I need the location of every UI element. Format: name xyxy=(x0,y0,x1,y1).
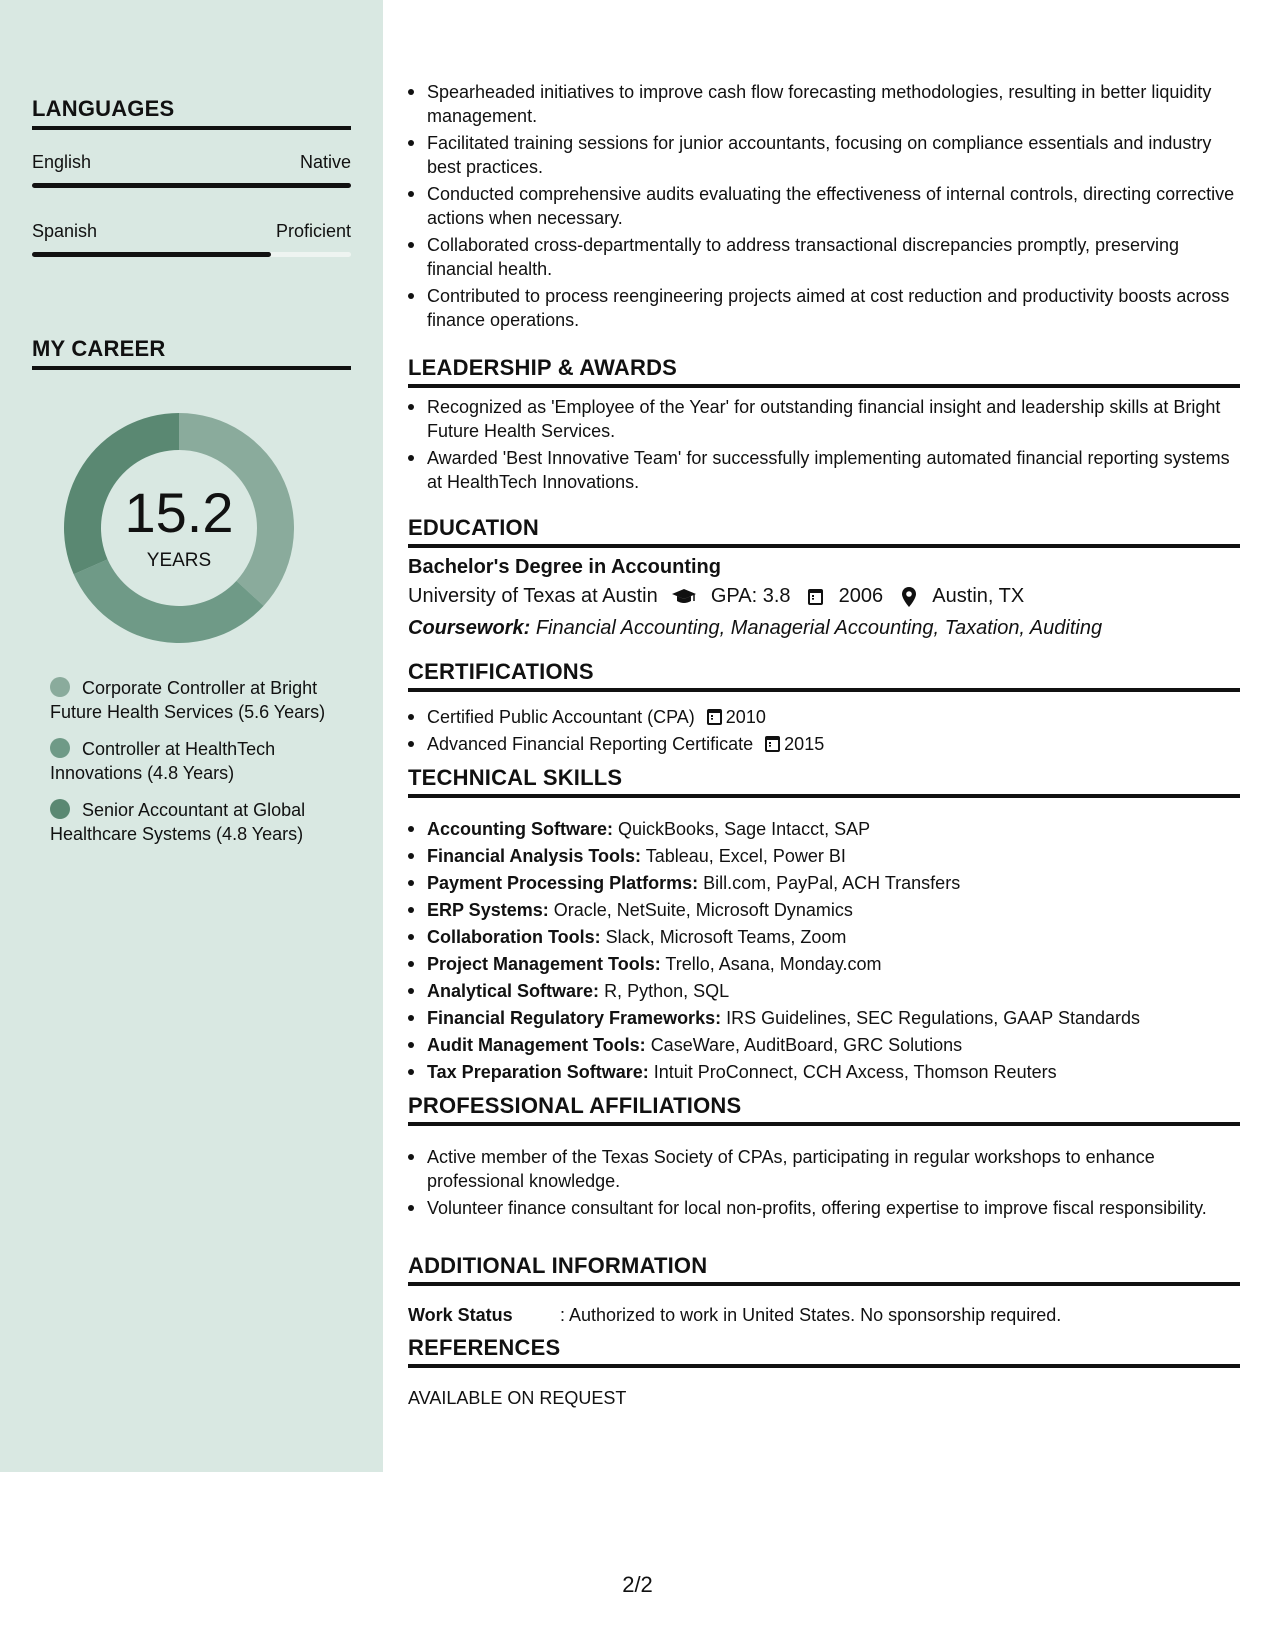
affiliation-item: Active member of the Texas Society of CPAs, participating in regular workshops to enhance professional knowledge. xyxy=(408,1145,1240,1193)
certifications-list xyxy=(408,705,1240,759)
leadership-list xyxy=(408,395,1240,497)
language-level: Native xyxy=(299,152,351,172)
skill-value: Tableau, Excel, Power BI xyxy=(645,846,846,866)
skill-item xyxy=(408,1006,1240,1030)
skill-value: Slack, Microsoft Teams, Zoom xyxy=(605,927,847,947)
skill-item xyxy=(408,979,1240,1003)
calendar-icon xyxy=(808,589,823,605)
skill-label: Audit Management Tools: xyxy=(427,1035,646,1055)
skill-label: ERP Systems: xyxy=(427,900,549,920)
skill-value: Intuit ProConnect, CCH Axcess, Thomson Reuters xyxy=(653,1062,1057,1082)
work-status-row xyxy=(408,1305,1061,1326)
skill-label: Financial Regulatory Frameworks: xyxy=(427,1008,722,1028)
skill-value: QuickBooks, Sage Intacct, SAP xyxy=(618,819,871,839)
education-gpa: GPA: 3.8 xyxy=(710,585,791,608)
experience-bullet: Contributed to process reengineering projects aimed at cost reduction and productivity boosts across finance operations. xyxy=(408,284,1240,332)
certification-item xyxy=(408,705,1240,729)
page-number: 2/2 xyxy=(622,1572,653,1597)
skill-item xyxy=(408,925,1240,949)
references-text: AVAILABLE ON REQUEST xyxy=(408,1388,627,1408)
skill-label: Financial Analysis Tools: xyxy=(427,846,642,866)
additional-title: ADDITIONAL INFORMATION xyxy=(408,1253,1240,1286)
languages-title: LANGUAGES xyxy=(32,96,351,130)
career-total-unit: YEARS xyxy=(146,550,212,571)
coursework-label: Coursework: xyxy=(408,617,531,639)
skill-item xyxy=(408,1060,1240,1084)
skill-value: IRS Guidelines, SEC Regulations, GAAP Standards xyxy=(726,1008,1140,1028)
experience-bullet: Spearheaded initiatives to improve cash flow forecasting methodologies, resulting in better liquidity management. xyxy=(408,80,1240,128)
affiliations-list xyxy=(408,1145,1240,1223)
skill-item xyxy=(408,952,1240,976)
career-legend xyxy=(50,676,350,859)
skill-value: Oracle, NetSuite, Microsoft Dynamics xyxy=(553,900,853,920)
skill-item xyxy=(408,898,1240,922)
leadership-title: LEADERSHIP & AWARDS xyxy=(408,355,1240,388)
career-legend-dot xyxy=(50,677,70,697)
skill-value: CaseWare, AuditBoard, GRC Solutions xyxy=(650,1035,963,1055)
education-coursework xyxy=(408,617,1102,640)
certifications-title: CERTIFICATIONS xyxy=(408,659,1240,692)
language-bar-track xyxy=(32,183,351,188)
language-level: Proficient xyxy=(275,221,351,241)
calendar-icon xyxy=(765,736,780,752)
location-pin-icon xyxy=(901,586,917,608)
experience-bullet: Collaborated cross-departmentally to address transactional discrepancies promptly, preserving financial health. xyxy=(408,233,1240,281)
language-bar-fill xyxy=(32,183,351,188)
language-row-spanish xyxy=(32,221,351,261)
career-legend-item xyxy=(50,676,350,724)
experience-bullets xyxy=(408,80,1240,335)
affiliations-title: PROFESSIONAL AFFILIATIONS xyxy=(408,1093,1240,1126)
education-year: 2006 xyxy=(838,585,884,608)
skill-item xyxy=(408,871,1240,895)
career-total xyxy=(64,413,294,643)
skill-label: Payment Processing Platforms: xyxy=(427,873,699,893)
language-bar-fill xyxy=(32,252,271,257)
skill-label: Analytical Software: xyxy=(427,981,600,1001)
certification-name: Certified Public Accountant (CPA) xyxy=(427,707,695,727)
education-degree: Bachelor's Degree in Accounting xyxy=(408,556,721,578)
calendar-icon xyxy=(707,709,722,725)
certification-item xyxy=(408,732,1240,756)
sidebar xyxy=(0,0,383,1472)
career-legend-label: Senior Accountant at Global Healthcare Systems (4.8 Years) xyxy=(50,800,306,844)
graduation-cap-icon xyxy=(671,587,697,607)
certification-year: 2010 xyxy=(725,707,766,727)
references-title: REFERENCES xyxy=(408,1335,1240,1368)
skill-label: Project Management Tools: xyxy=(427,954,661,974)
skill-item xyxy=(408,1033,1240,1057)
career-legend-dot xyxy=(50,799,70,819)
career-legend-label: Corporate Controller at Bright Future Health Services (5.6 Years) xyxy=(50,678,326,722)
education-title: EDUCATION xyxy=(408,515,1240,548)
skill-label: Accounting Software: xyxy=(427,819,614,839)
work-status-label: Work Status xyxy=(408,1305,513,1325)
skill-item xyxy=(408,844,1240,868)
affiliation-item: Volunteer finance consultant for local non-profits, offering expertise to improve fiscal responsibility. xyxy=(408,1196,1240,1220)
education-location: Austin, TX xyxy=(932,585,1025,608)
certification-year: 2015 xyxy=(784,734,825,754)
career-legend-label: Controller at HealthTech Innovations (4.8 Years) xyxy=(50,739,276,783)
skills-list xyxy=(408,817,1240,1087)
skills-title: TECHNICAL SKILLS xyxy=(408,765,1240,798)
skill-label: Tax Preparation Software: xyxy=(427,1062,649,1082)
language-name: English xyxy=(32,152,92,172)
experience-bullet: Conducted comprehensive audits evaluating the effectiveness of internal controls, directing corrective actions when necessary. xyxy=(408,182,1240,230)
language-bar-track xyxy=(32,252,351,257)
education-school: University of Texas at Austin xyxy=(408,585,658,608)
leadership-item: Awarded 'Best Innovative Team' for successfully implementing automated financial reporting systems at HealthTech Innovations. xyxy=(408,446,1240,494)
education-details xyxy=(408,585,1024,608)
career-total-value: 15.2 xyxy=(124,481,234,544)
career-title: MY CAREER xyxy=(32,336,351,370)
skill-value: R, Python, SQL xyxy=(604,981,730,1001)
language-name: Spanish xyxy=(32,221,98,241)
skill-label: Collaboration Tools: xyxy=(427,927,601,947)
career-legend-dot xyxy=(50,738,70,758)
career-legend-item xyxy=(50,737,350,785)
experience-bullet: Facilitated training sessions for junior accountants, focusing on compliance essentials and industry best practices. xyxy=(408,131,1240,179)
leadership-item: Recognized as 'Employee of the Year' for outstanding financial insight and leadership skills at Bright Future Health Services. xyxy=(408,395,1240,443)
career-legend-item xyxy=(50,798,350,846)
language-row-english xyxy=(32,152,351,192)
skill-value: Trello, Asana, Monday.com xyxy=(665,954,882,974)
coursework-value: Financial Accounting, Managerial Accounting, Taxation, Auditing xyxy=(535,617,1103,639)
skill-item xyxy=(408,817,1240,841)
certification-name: Advanced Financial Reporting Certificate xyxy=(427,734,754,754)
work-status-value: : Authorized to work in United States. No sponsorship required. xyxy=(560,1305,1062,1325)
skill-value: Bill.com, PayPal, ACH Transfers xyxy=(703,873,961,893)
